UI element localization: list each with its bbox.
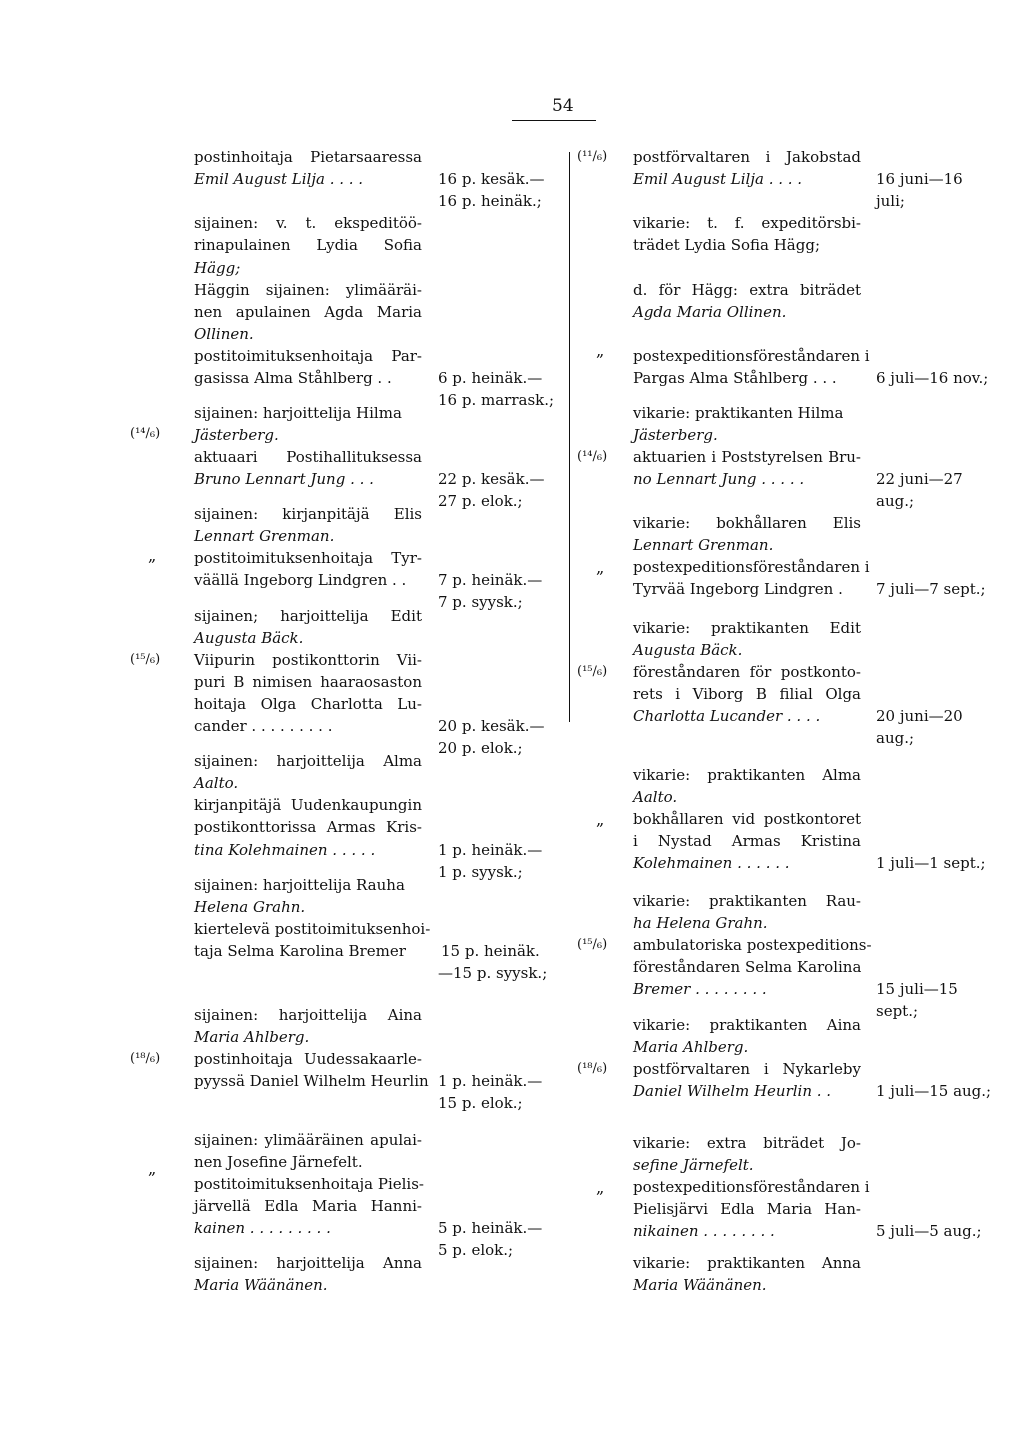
- entry-line: Augusta Bäck.: [194, 629, 304, 647]
- entry-line: Emil August Lilja . . . .: [633, 170, 803, 188]
- entry-line: sijainen: ylimääräinen apulai-: [194, 1131, 422, 1149]
- entry-line: sijainen: harjoittelija Hilma: [194, 404, 402, 422]
- entry-line: väällä Ingeborg Lindgren . .: [194, 571, 407, 589]
- entry-line: sijainen: kirjanpitäjä Elis: [194, 505, 422, 523]
- entry-line: vikarie: extra biträdet Jo-: [633, 1134, 861, 1152]
- date-range: 15 p. heinäk.: [441, 942, 540, 960]
- right-date-marker: (¹⁸/₆): [577, 1061, 608, 1076]
- date-range: 7 p. heinäk.—: [438, 571, 543, 589]
- entry-line: nikainen . . . . . . . .: [633, 1222, 775, 1240]
- entry-line: gasissa Alma Ståhlberg . .: [194, 369, 392, 387]
- date-range: 16 p. kesäk.—: [438, 170, 545, 188]
- date-range: 1 juli—15 aug.;: [876, 1082, 992, 1100]
- entry-line: sijainen: harjoittelija Rauha: [194, 876, 405, 894]
- entry-line: cander . . . . . . . . .: [194, 717, 333, 735]
- entry-line: postinhoitaja Pietarsaaressa: [194, 148, 422, 166]
- date-range: —15 p. syysk.;: [438, 964, 548, 982]
- entry-line: postinhoitaja Uudessakaarle-: [194, 1050, 422, 1068]
- entry-line: aktuarien i Poststyrelsen Bru-: [633, 448, 861, 466]
- entry-line: kirjanpitäjä Uudenkaupungin: [194, 796, 422, 814]
- entry-line: Pargas Alma Ståhlberg . . .: [633, 369, 837, 387]
- entry-line: föreståndaren Selma Karolina: [633, 958, 862, 976]
- entry-line: tina Kolehmainen . . . . .: [194, 841, 376, 859]
- entry-line: d. för Hägg: extra biträdet: [633, 281, 861, 299]
- entry-line: postexpeditionsföreståndaren i: [633, 347, 870, 365]
- entry-line: i Nystad Armas Kristina: [633, 832, 861, 850]
- entry-line: sijainen; harjoittelija Edit: [194, 607, 422, 625]
- date-range: 1 p. heinäk.—: [438, 1072, 543, 1090]
- entry-line: vikarie: praktikanten Anna: [633, 1254, 861, 1272]
- entry-line: kainen . . . . . . . . .: [194, 1219, 331, 1237]
- entry-line: postitoimituksenhoitaja Par-: [194, 347, 422, 365]
- entry-line: rets i Viborg B filial Olga: [633, 685, 861, 703]
- entry-line: sijainen: harjoittelija Aina: [194, 1006, 422, 1024]
- entry-line: postexpeditionsföreståndaren i: [633, 1178, 870, 1196]
- entry-line: puri B nimisen haaraosaston: [194, 673, 422, 691]
- date-range: 1 juli—1 sept.;: [876, 854, 986, 872]
- entry-line: pyyssä Daniel Wilhelm Heurlin: [194, 1072, 429, 1090]
- date-range: 15 p. elok.;: [438, 1094, 523, 1112]
- entry-line: postitoimituksenhoitaja Pielis-: [194, 1175, 424, 1193]
- entry-line: Aalto.: [633, 788, 678, 806]
- entry-line: vikarie: praktikanten Hilma: [633, 404, 844, 422]
- date-range: 7 p. syysk.;: [438, 593, 523, 611]
- entry-line: aktuaari Postihallituksessa: [194, 448, 422, 466]
- entry-line: föreståndaren för postkonto-: [633, 663, 861, 681]
- entry-line: sefine Järnefelt.: [633, 1156, 754, 1174]
- entry-line: Bruno Lennart Jung . . .: [194, 470, 374, 488]
- entry-line: no Lennart Jung . . . . .: [633, 470, 805, 488]
- header-rule: [512, 120, 596, 121]
- entry-line: Hägg;: [194, 259, 241, 277]
- entry-line: trädet Lydia Sofia Hägg;: [633, 236, 821, 254]
- column-divider: [569, 152, 570, 722]
- entry-line: Daniel Wilhelm Heurlin . .: [633, 1082, 832, 1100]
- entry-line: vikarie: bokhållaren Elis: [633, 514, 861, 532]
- date-range: 5 p. heinäk.—: [438, 1219, 543, 1237]
- entry-line: Helena Grahn.: [194, 898, 306, 916]
- date-range: 16 juni—16: [876, 170, 963, 188]
- right-ditto-marker: „: [596, 810, 605, 829]
- date-range: 20 p. kesäk.—: [438, 717, 545, 735]
- entry-line: sijainen: harjoittelija Anna: [194, 1254, 422, 1272]
- entry-line: Lennart Grenman.: [633, 536, 774, 554]
- entry-line: Emil August Lilja . . . .: [194, 170, 364, 188]
- date-range: 1 p. syysk.;: [438, 863, 523, 881]
- entry-line: Pielisjärvi Edla Maria Han-: [633, 1200, 861, 1218]
- entry-line: Häggin sijainen: ylimääräi-: [194, 281, 422, 299]
- entry-line: sijainen: harjoittelija Alma: [194, 752, 422, 770]
- date-range: 5 p. elok.;: [438, 1241, 514, 1259]
- entry-line: bokhållaren vid postkontoret: [633, 810, 861, 828]
- date-range: juli;: [876, 192, 905, 210]
- date-range: 16 p. heinäk.;: [438, 192, 542, 210]
- date-range: 6 p. heinäk.—: [438, 369, 543, 387]
- entry-line: rinapulainen Lydia Sofia: [194, 236, 422, 254]
- left-date-marker: (¹⁴/₆): [130, 426, 161, 441]
- entry-line: Agda Maria Ollinen.: [633, 303, 787, 321]
- entry-line: postitoimituksenhoitaja Tyr-: [194, 549, 422, 567]
- right-date-marker: (¹⁵/₆): [577, 664, 608, 679]
- date-range: 20 juni—20: [876, 707, 963, 725]
- entry-line: Ollinen.: [194, 325, 254, 343]
- date-range: 15 juli—15: [876, 980, 958, 998]
- entry-line: järvellä Edla Maria Hanni-: [194, 1197, 422, 1215]
- entry-line: Maria Ahlberg.: [633, 1038, 749, 1056]
- entry-line: Lennart Grenman.: [194, 527, 335, 545]
- date-range: 1 p. heinäk.—: [438, 841, 543, 859]
- entry-line: Jästerberg.: [633, 426, 718, 444]
- left-ditto-marker: „: [148, 1159, 157, 1178]
- right-ditto-marker: „: [596, 1178, 605, 1197]
- entry-line: Tyrvää Ingeborg Lindgren .: [633, 580, 843, 598]
- entry-line: sijainen: v. t. ekspeditöö-: [194, 214, 422, 232]
- entry-line: postförvaltaren i Nykarleby: [633, 1060, 861, 1078]
- left-date-marker: (¹⁵/₆): [130, 652, 161, 667]
- right-date-marker: (¹⁴/₆): [577, 449, 608, 464]
- entry-line: Charlotta Lucander . . . .: [633, 707, 821, 725]
- date-range: aug.;: [876, 729, 915, 747]
- entry-line: postförvaltaren i Jakobstad: [633, 148, 861, 166]
- entry-line: Bremer . . . . . . . .: [633, 980, 767, 998]
- date-range: 6 juli—16 nov.;: [876, 369, 989, 387]
- entry-line: nen Josefine Järnefelt.: [194, 1153, 363, 1171]
- date-range: 5 juli—5 aug.;: [876, 1222, 982, 1240]
- right-ditto-marker: „: [596, 341, 605, 360]
- entry-line: ha Helena Grahn.: [633, 914, 768, 932]
- entry-line: Maria Ahlberg.: [194, 1028, 310, 1046]
- entry-line: Maria Wäänänen.: [194, 1276, 328, 1294]
- date-range: 27 p. elok.;: [438, 492, 523, 510]
- date-range: 20 p. elok.;: [438, 739, 523, 757]
- entry-line: kiertelevä postitoimituksenhoi-: [194, 920, 431, 938]
- entry-line: nen apulainen Agda Maria: [194, 303, 422, 321]
- page-number: 54: [552, 96, 574, 116]
- entry-line: taja Selma Karolina Bremer: [194, 942, 406, 960]
- entry-line: postexpeditionsföreståndaren i: [633, 558, 870, 576]
- date-range: aug.;: [876, 492, 915, 510]
- date-range: 22 juni—27: [876, 470, 963, 488]
- right-date-marker: (¹⁵/₆): [577, 937, 608, 952]
- date-range: 22 p. kesäk.—: [438, 470, 545, 488]
- entry-line: vikarie: t. f. expeditörsbi-: [633, 214, 861, 232]
- date-range: 16 p. marrask.;: [438, 391, 555, 409]
- entry-line: Kolehmainen . . . . . .: [633, 854, 790, 872]
- entry-line: Augusta Bäck.: [633, 641, 743, 659]
- entry-line: Jästerberg.: [194, 426, 279, 444]
- entry-line: Aalto.: [194, 774, 239, 792]
- entry-line: vikarie: praktikanten Edit: [633, 619, 861, 637]
- entry-line: vikarie: praktikanten Aina: [633, 1016, 861, 1034]
- entry-line: hoitaja Olga Charlotta Lu-: [194, 695, 422, 713]
- date-range: 7 juli—7 sept.;: [876, 580, 986, 598]
- date-range: sept.;: [876, 1002, 919, 1020]
- entry-line: Viipurin postikonttorin Vii-: [194, 651, 422, 669]
- entry-line: vikarie: praktikanten Alma: [633, 766, 861, 784]
- entry-line: postikonttorissa Armas Kris-: [194, 818, 422, 836]
- left-date-marker: (¹⁸/₆): [130, 1051, 161, 1066]
- entry-line: vikarie: praktikanten Rau-: [633, 892, 861, 910]
- entry-line: ambulatoriska postexpeditions-: [633, 936, 872, 954]
- entry-line: Maria Wäänänen.: [633, 1276, 767, 1294]
- left-ditto-marker: „: [148, 546, 157, 565]
- right-date-marker: (¹¹/₆): [577, 149, 608, 164]
- right-ditto-marker: „: [596, 558, 605, 577]
